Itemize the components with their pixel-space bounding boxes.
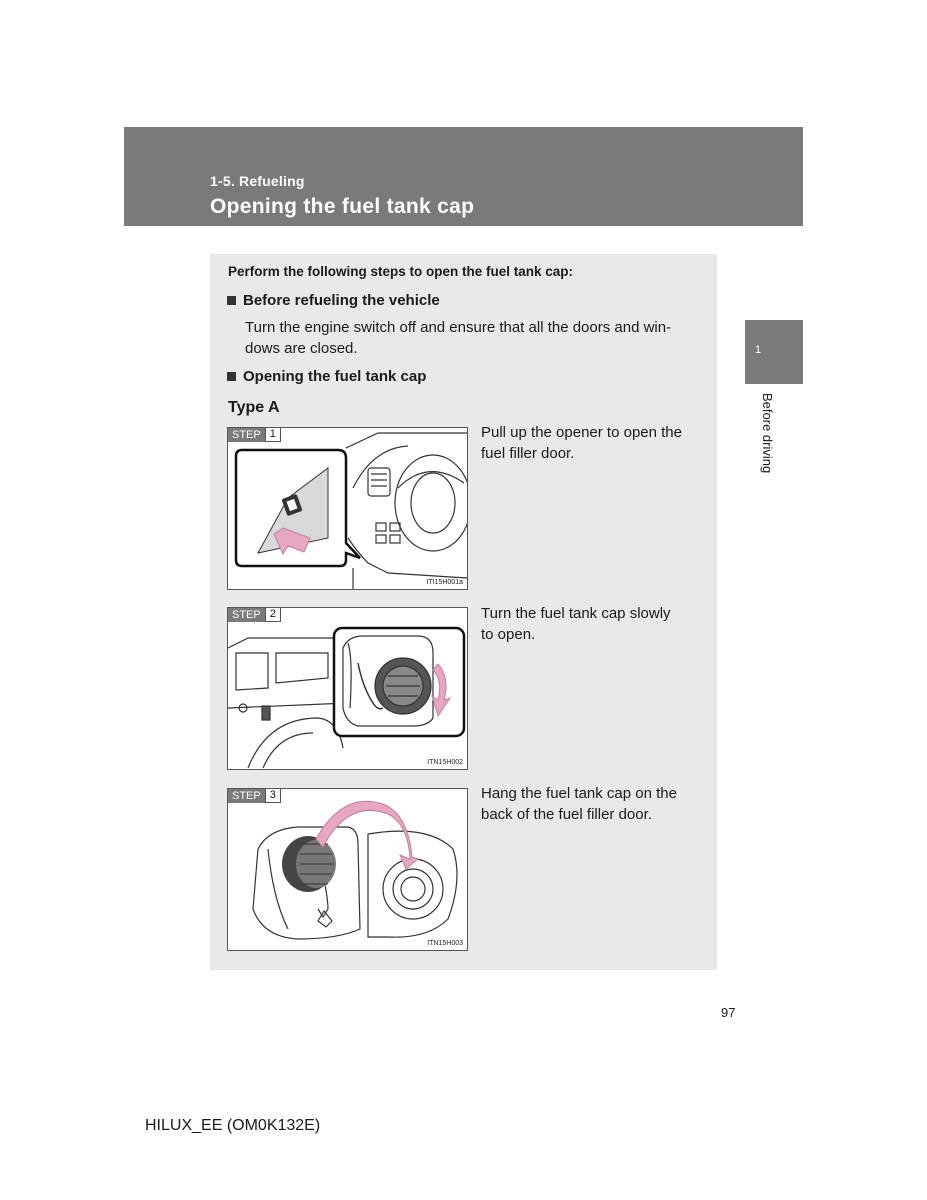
step-word: STEP [228, 789, 265, 803]
step-text-line: Pull up the opener to open the [481, 424, 682, 441]
chapter-header [124, 127, 803, 226]
step-number: 3 [265, 789, 281, 803]
step-3-figure [227, 788, 468, 951]
step-1-figure [227, 427, 468, 590]
step-text-line: Turn the fuel tank cap slowly [481, 605, 671, 622]
cap-turning-illustration [228, 608, 467, 769]
type-label: Type A [228, 399, 280, 416]
figure-code: ITN15H003 [427, 940, 463, 947]
step-text-line: to open. [481, 626, 536, 643]
instructions-panel [210, 254, 717, 970]
bullet-body [245, 317, 700, 359]
step-text-line: Hang the fuel tank cap on the [481, 785, 677, 802]
figure-code: ITI15H001a [426, 579, 463, 586]
step-number: 2 [265, 608, 281, 622]
bullet-before-refueling [227, 292, 440, 309]
step-badge [228, 428, 281, 442]
step-1-text [481, 422, 697, 464]
step-3-text [481, 783, 697, 825]
bullet-title: Before refueling the vehicle [243, 292, 440, 309]
step-badge [228, 608, 281, 622]
square-bullet-icon [227, 296, 236, 305]
bullet-body-line: dows are closed. [245, 340, 358, 357]
bullet-title: Opening the fuel tank cap [243, 368, 427, 385]
page-number: 97 [721, 1005, 736, 1020]
chapter-tab[interactable] [745, 320, 803, 384]
section-label: 1-5. Refueling [210, 173, 305, 189]
intro-text: Perform the following steps to open the fuel tank cap: [228, 264, 574, 279]
step-text-line: fuel filler door. [481, 445, 575, 462]
opener-illustration [228, 428, 467, 589]
page-title: Opening the fuel tank cap [210, 195, 475, 218]
square-bullet-icon [227, 372, 236, 381]
bullet-opening-cap [227, 368, 426, 385]
step-2-text [481, 603, 697, 645]
step-text-line: back of the fuel filler door. [481, 806, 652, 823]
footer-model-code: HILUX_EE (OM0K132E) [145, 1117, 321, 1134]
figure-code: ITN15H002 [427, 759, 463, 766]
cap-hanging-illustration [228, 789, 467, 950]
step-word: STEP [228, 428, 265, 442]
step-2-figure [227, 607, 468, 770]
step-number: 1 [265, 428, 281, 442]
step-badge [228, 789, 281, 803]
chapter-tab-number: 1 [755, 344, 762, 356]
bullet-body-line: Turn the engine switch off and ensure that all the doors and win- [245, 319, 672, 336]
step-word: STEP [228, 608, 265, 622]
chapter-tab-label: Before driving [760, 393, 775, 474]
